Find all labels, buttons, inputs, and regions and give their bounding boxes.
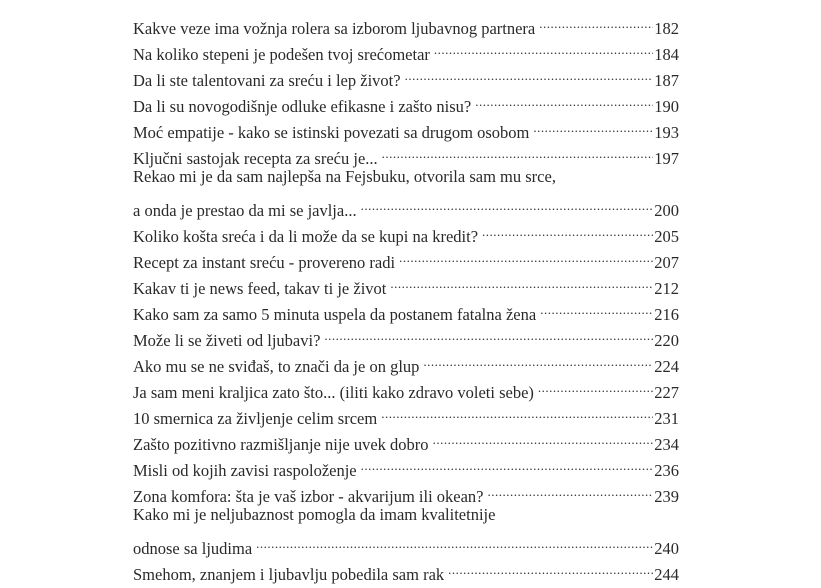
toc-page-number: 193 [654, 123, 679, 142]
toc-entry [133, 502, 679, 558]
toc-entry-title: Kako sam za samo 5 minuta uspela da postanem fatalna žena [133, 305, 537, 324]
toc-page-number: 182 [654, 19, 679, 38]
dot-leader [539, 8, 653, 34]
toc-entry-title: Da li ste talentovani za sreću i lep život? [133, 71, 401, 90]
toc-page-number: 240 [654, 539, 679, 558]
toc-entry-title: Da li su novogodišnje odluke efikasne i zašto nisu? [133, 97, 472, 116]
toc-entry-title: odnose sa ljudima [133, 539, 253, 558]
toc-entry-title: Zašto pozitivno razmišljanje nije uvek dobro [133, 435, 429, 454]
toc-page-number: 236 [654, 461, 679, 480]
toc-page-number: 231 [654, 409, 679, 428]
dot-leader [538, 372, 653, 398]
toc-entry-title: Ključni sastojak recepta za sreću je... [133, 149, 378, 168]
toc-entry-line [133, 8, 679, 38]
toc-entry-title: Moć empatije - kako se istinski povezati sa drugom osobom [133, 123, 530, 142]
dot-leader [324, 320, 653, 346]
toc-entry-line [133, 528, 679, 558]
toc-entry [133, 164, 679, 220]
toc-entry-title: Rekao mi je da sam najlepša na Fejsbuku, otvorila sam mu srce, [133, 167, 556, 186]
dot-leader [256, 528, 653, 554]
toc-entry-title: Kako mi je neljubaznost pomogla da imam kvalitetnije [133, 505, 496, 524]
dot-leader [423, 346, 653, 372]
toc-entry-title: Ako mu se ne sviđaš, to znači da je on glup [133, 357, 420, 376]
toc-page-number: 197 [654, 149, 679, 168]
toc-entry-line [133, 502, 679, 528]
toc-entry-title: Može li se živeti od ljubavi? [133, 331, 321, 350]
dot-leader [390, 268, 653, 294]
toc-entry-title: Kakav ti je news feed, takav ti je život [133, 279, 387, 298]
toc-entry-title: Ja sam meni kraljica zato što... (iliti kako zdravo voleti sebe) [133, 383, 534, 402]
dot-leader [448, 554, 653, 580]
toc-page-number: 224 [654, 357, 679, 376]
toc-entry-title: Na koliko stepeni je podešen tvoj srećometar [133, 45, 430, 64]
dot-leader [540, 294, 653, 320]
dot-leader [434, 34, 653, 60]
toc-entry-title: Zona komfora: šta je vaš izbor - akvarijum ili okean? [133, 487, 484, 506]
dot-leader [533, 112, 653, 138]
toc-entry [133, 8, 679, 38]
toc-page-number: 200 [654, 201, 679, 220]
toc-entry-title: Koliko košta sreća i da li može da se kupi na kredit? [133, 227, 479, 246]
toc-entry-title: Smehom, znanjem i ljubavlju pobedila sam rak [133, 565, 445, 584]
toc-page-number: 187 [654, 71, 679, 90]
toc-entry-title: Misli od kojih zavisi raspoloženje [133, 461, 357, 480]
toc-page-number: 239 [654, 487, 679, 506]
dot-leader [361, 190, 654, 216]
dot-leader [475, 86, 653, 112]
toc-page-number: 244 [654, 565, 679, 584]
toc-page-number: 212 [654, 279, 679, 298]
toc-entry-title: 10 smernica za življenje celim srcem [133, 409, 378, 428]
toc-entry-title: a onda je prestao da mi se javlja... [133, 201, 357, 220]
dot-leader [399, 242, 653, 268]
dot-leader [405, 60, 654, 86]
toc-page-number: 184 [654, 45, 679, 64]
dot-leader [482, 216, 653, 242]
dot-leader [361, 450, 654, 476]
dot-leader [381, 398, 653, 424]
toc-page-number: 234 [654, 435, 679, 454]
toc-page-number: 190 [654, 97, 679, 116]
toc-page-number: 216 [654, 305, 679, 324]
toc-entry-line [133, 190, 679, 220]
dot-leader [488, 476, 654, 502]
dot-leader [382, 138, 654, 164]
toc-page-number: 220 [654, 331, 679, 350]
table-of-contents [133, 8, 679, 584]
toc-entry-title: Recept za instant sreću - provereno radi [133, 253, 396, 272]
toc-page-number: 207 [654, 253, 679, 272]
toc-page-number: 227 [654, 383, 679, 402]
dot-leader [433, 424, 654, 450]
toc-entry-line [133, 164, 679, 190]
toc-entry-title: Kakve veze ima vožnja rolera sa izborom ljubavnog partnera [133, 19, 536, 38]
toc-page-number: 205 [654, 227, 679, 246]
